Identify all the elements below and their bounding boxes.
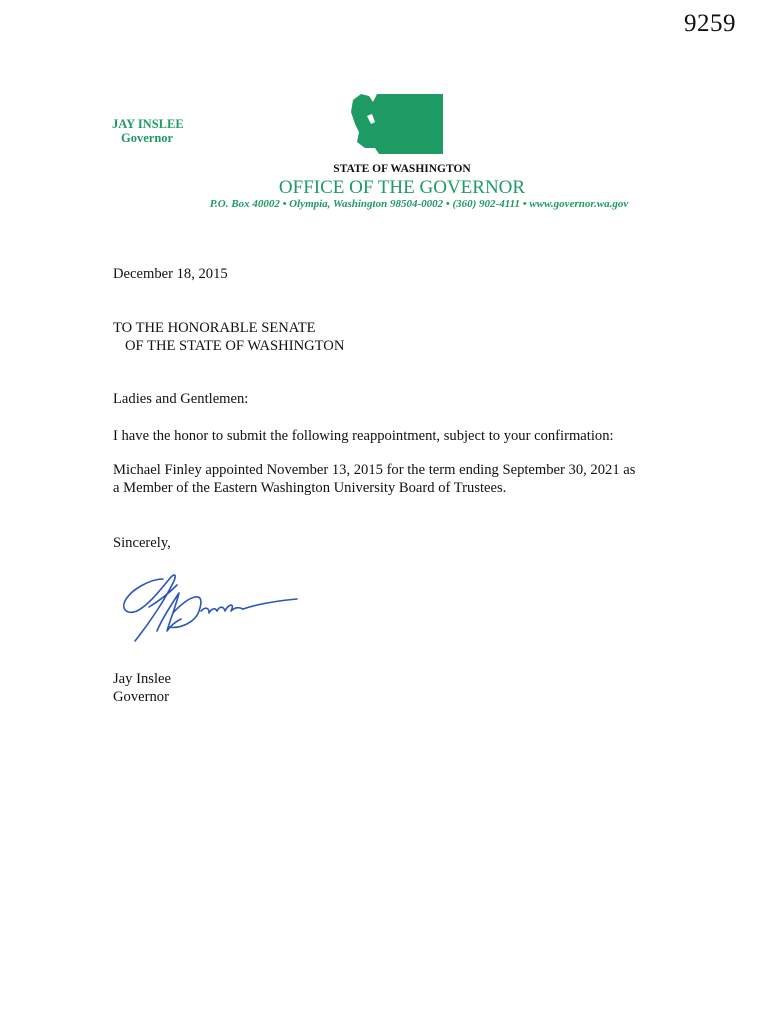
closing: Sincerely, [113,535,171,551]
addressee [113,319,344,355]
paragraph-1: I have the honor to submit the following reappointment, subject to your confirmation: [113,428,614,444]
paragraph-2-line-1: Michael Finley appointed November 13, 2015 for the term ending September 30, 2021 as [113,462,636,478]
washington-state-map-icon [349,92,445,154]
office-line: OFFICE OF THE GOVERNOR [278,177,526,198]
addressee-line-2: OF THE STATE OF WASHINGTON [125,338,345,354]
paragraph-2 [113,461,635,497]
signer-name: Jay Inslee [113,671,171,687]
salutation: Ladies and Gentlemen: [113,391,249,407]
paragraph-2-line-2: a Member of the Eastern Washington University Board of Trustees. [113,480,507,496]
handwritten-signature [115,565,305,647]
addressee-line-1: TO THE HONORABLE SENATE [113,320,316,336]
governor-name-block [112,117,184,145]
governor-name: JAY INSLEE [112,117,184,131]
signer-title: Governor [113,689,169,705]
governor-title: Governor [121,131,174,145]
state-line: STATE OF WASHINGTON [333,163,471,175]
address-line: P.O. Box 40002 • Olympia, Washington 98504-0002 • (360) 902-4111 • www.governor.wa.gov [209,198,629,210]
letter-date: December 18, 2015 [113,266,228,282]
signer-block [113,670,171,706]
page-number: 9259 [684,10,736,37]
